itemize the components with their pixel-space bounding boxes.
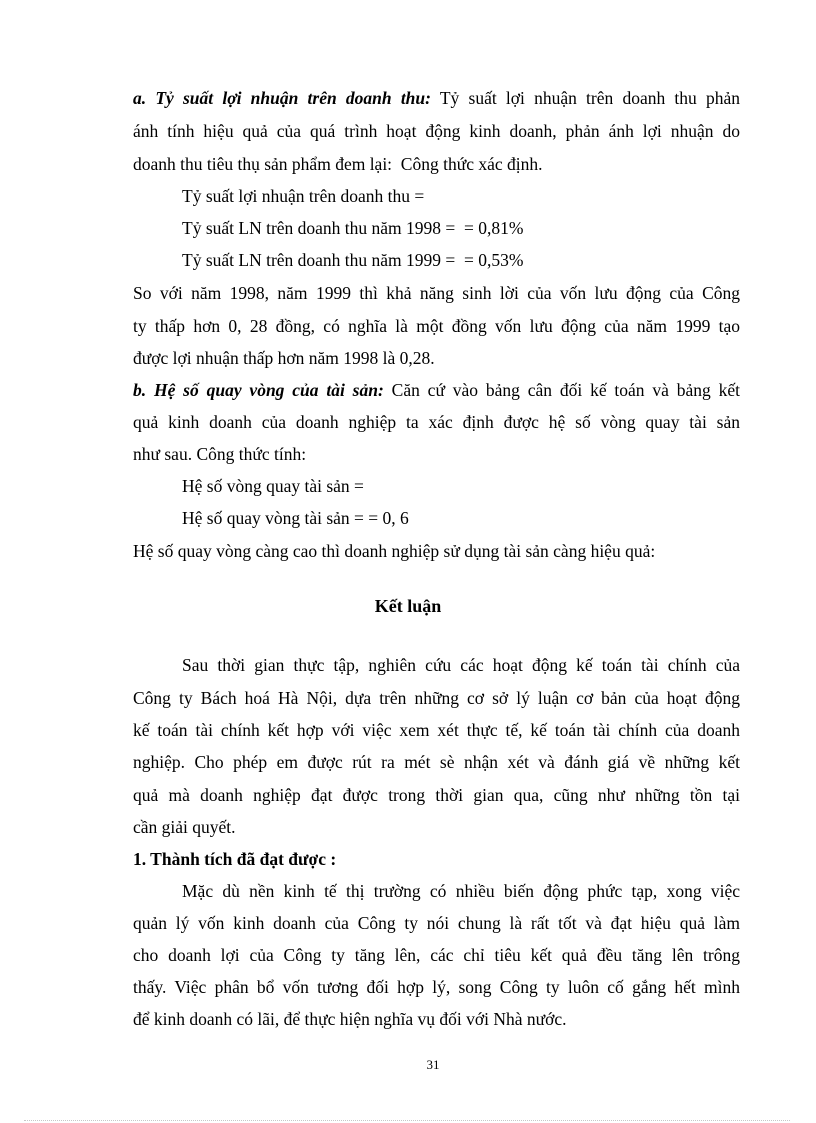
section-b-line-1-text: Căn cứ vào bảng cân đối kế toán và bảng kết	[383, 380, 740, 400]
formula-margin-1998: Tỷ suất LN trên doanh thu năm 1998 = = 0,81%	[182, 218, 524, 238]
conclusion-line-6: cần giải quyết.	[133, 817, 236, 837]
conclusion-line-3: kế toán tài chính kết hợp với việc xem xét thực tế, kế toán tài chính của doanh	[133, 720, 740, 740]
comparison-line-1: So với năm 1998, năm 1999 thì khả năng sinh lời của vốn lưu động của Công	[133, 283, 740, 303]
section-b-heading: b. Hệ số quay vòng của tài sản:	[133, 380, 384, 400]
achievements-line-2: quản lý vốn kinh doanh của Công ty nói chung là rất tốt và đạt hiệu quả làm	[133, 913, 740, 933]
section-a-line-1-text: Tỷ suất lợi nhuận trên doanh thu phản	[430, 88, 740, 108]
section-a-line-2: ánh tính hiệu quả của quá trình hoạt động kinh doanh, phản ánh lợi nhuận do	[133, 121, 740, 141]
achievements-line-4: thấy. Việc phân bổ vốn tương đối hợp lý, song Công ty luôn cố gắng hết mình	[133, 977, 740, 997]
conclusion-line-1: Sau thời gian thực tập, nghiên cứu các hoạt động kế toán tài chính của	[182, 655, 740, 675]
section-b-line-3: như sau. Công thức tính:	[133, 444, 307, 464]
achievements-line-3: cho doanh lợi của Công ty tăng lên, các chỉ tiêu kết quả đều tăng lên trông	[133, 945, 740, 965]
section-a-heading: a. Tỷ suất lợi nhuận trên doanh thu:	[133, 88, 431, 108]
section-b-line-1	[133, 378, 740, 402]
formula-profit-margin: Tỷ suất lợi nhuận trên doanh thu =	[182, 186, 425, 206]
formula-asset-turnover-value: Hệ số quay vòng tài sản = = 0, 6	[182, 508, 409, 528]
section-a-line-1	[133, 86, 740, 110]
formula-asset-turnover: Hệ số vòng quay tài sản =	[182, 476, 364, 496]
conclusion-line-5: quả mà doanh nghiệp đạt được trong thời gian qua, cũng như những tồn tại	[133, 785, 740, 805]
section-b-line-2: quả kinh doanh của doanh nghiệp ta xác định được hệ số vòng quay tài sản	[133, 412, 740, 432]
achievements-heading: 1. Thành tích đã đạt được :	[133, 849, 337, 869]
comparison-line-3: được lợi nhuận thấp hơn năm 1998 là 0,28.	[133, 348, 435, 368]
section-a-line-3: doanh thu tiêu thụ sản phẩm đem lại: Công thức xác định.	[133, 154, 543, 174]
comparison-line-2: ty thấp hơn 0, 28 đồng, có nghĩa là một đồng vốn lưu động của năm 1999 tạo	[133, 316, 740, 336]
ket-luan-title: Kết luận	[374, 596, 442, 616]
page-bottom-divider	[24, 1120, 790, 1121]
conclusion-line-2: Công ty Bách hoá Hà Nội, dựa trên những cơ sở lý luận cơ bản của hoạt động	[133, 688, 740, 708]
section-b-conclusion: Hệ số quay vòng càng cao thì doanh nghiệp sử dụng tài sản càng hiệu quả:	[133, 541, 656, 561]
conclusion-line-4: nghiệp. Cho phép em được rút ra mét sè nhận xét và đánh giá về những kết	[133, 752, 740, 772]
achievements-line-5: để kinh doanh có lãi, để thực hiện nghĩa vụ đối với Nhà nước.	[133, 1009, 567, 1029]
achievements-line-1: Mặc dù nền kinh tế thị trường có nhiều biến động phức tạp, xong việc	[182, 881, 740, 901]
page-number: 31	[426, 1057, 440, 1072]
formula-margin-1999: Tỷ suất LN trên doanh thu năm 1999 = = 0,53%	[182, 250, 524, 270]
